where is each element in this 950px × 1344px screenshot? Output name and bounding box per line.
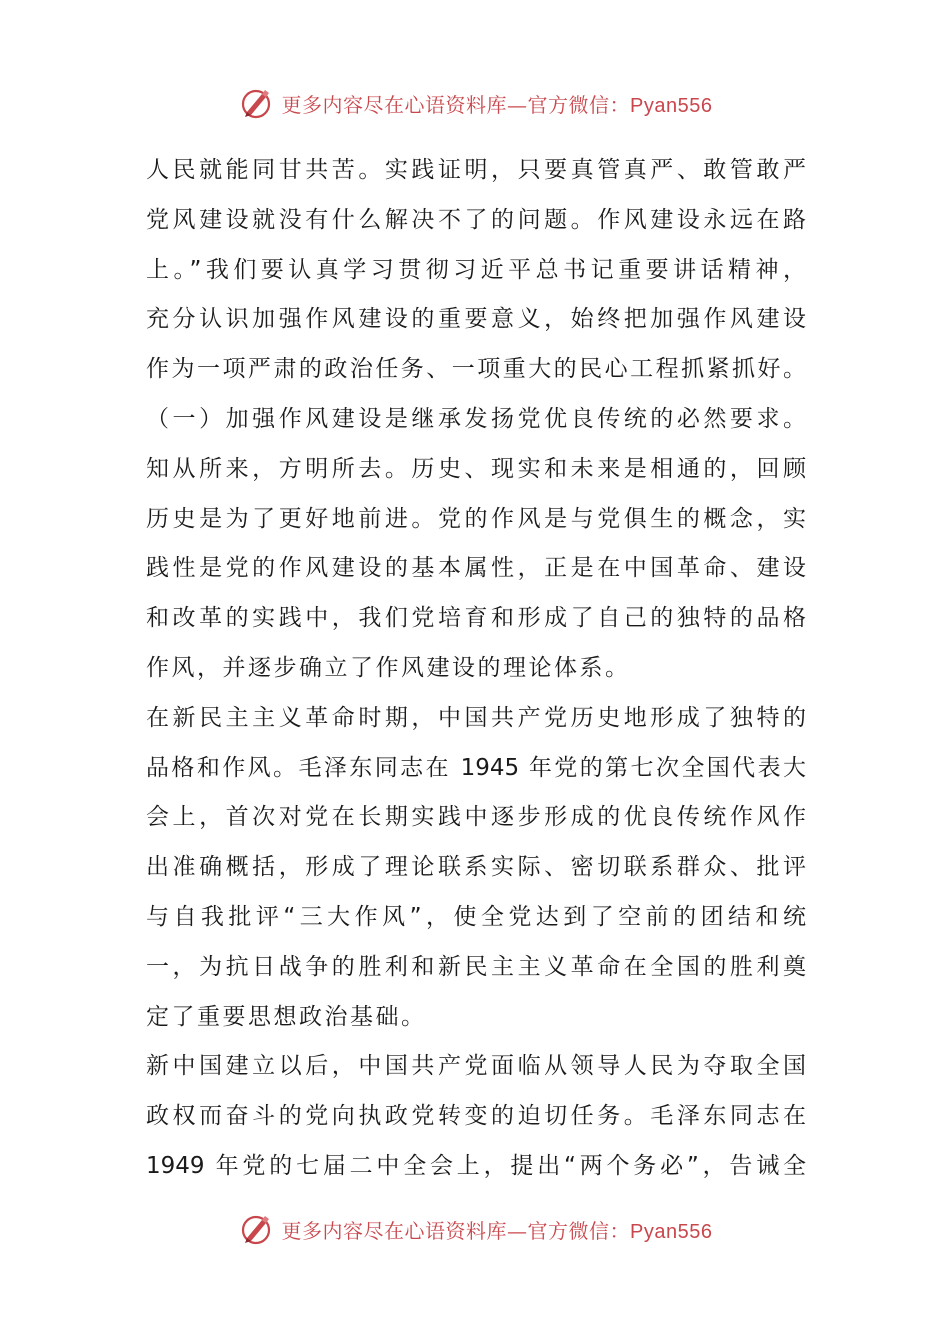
text-line: 知从所来，方明所去。历史、现实和未来是相通的，回顾 bbox=[146, 455, 806, 482]
text-line: 定了重要思想政治基础。 bbox=[146, 1003, 427, 1030]
pen-logo-icon bbox=[238, 1211, 274, 1247]
text-line: 党风建设就没有什么解决不了的问题。作风建设永远在路 bbox=[146, 206, 806, 233]
text-line: 政权而奋斗的党向执政党转变的迫切任务。毛泽东同志在 bbox=[146, 1103, 806, 1130]
pen-logo-icon bbox=[238, 85, 274, 121]
section-heading: （一）加强作风建设是继承发扬党优良传统的必然要求。 bbox=[146, 405, 806, 432]
text-line: 人民就能同甘共苦。实践证明，只要真管真严、敢管敢严 bbox=[146, 157, 806, 183]
document-body bbox=[146, 146, 806, 1192]
text-line: 会上，首次对党在长期实践中逐步形成的优良传统作风作 bbox=[146, 804, 806, 831]
text-line: 上。”我们要认真学习贯彻习近平总书记重要讲话精神， bbox=[146, 256, 806, 283]
text-line: 出准确概括，形成了理论联系实际、密切联系群众、批评 bbox=[146, 854, 806, 881]
footer-watermark bbox=[0, 1209, 950, 1249]
text-line: 在新民主主义革命时期，中国共产党历史地形成了独特的 bbox=[146, 704, 806, 731]
watermark-code: Pyan556 bbox=[630, 1220, 713, 1243]
text-line: 作风，并逐步确立了作风建设的理论体系。 bbox=[146, 654, 631, 681]
watermark-prefix: 更多内容尽在心语资料库—官方微信： bbox=[281, 92, 631, 117]
text-line: 充分认识加强作风建设的重要意义，始终把加强作风建设 bbox=[146, 306, 806, 333]
text-line: 新中国建立以后，中国共产党面临从领导人民为夺取全国 bbox=[146, 1053, 806, 1080]
text-line: 1949 年党的七届二中全会上，提出“两个务必”，告诫全 bbox=[146, 1152, 806, 1179]
text-line: 作为一项严肃的政治任务、一项重大的民心工程抓紧抓好。 bbox=[146, 356, 806, 383]
watermark-code: Pyan556 bbox=[630, 94, 713, 117]
text-line: 与自我批评“三大作风”，使全党达到了空前的团结和统 bbox=[146, 903, 806, 930]
text-line: 践性是党的作风建设的基本属性，正是在中国革命、建设 bbox=[146, 555, 806, 582]
text-line: 一，为抗日战争的胜利和新民主主义革命在全国的胜利奠 bbox=[146, 953, 806, 980]
header-watermark bbox=[0, 83, 950, 123]
text-line: 和改革的实践中，我们党培育和形成了自己的独特的品格 bbox=[146, 605, 806, 632]
text-line: 品格和作风。毛泽东同志在 1945 年党的第七次全国代表大 bbox=[146, 754, 806, 781]
text-line: 历史是为了更好地前进。党的作风是与党俱生的概念，实 bbox=[146, 505, 806, 532]
watermark-prefix: 更多内容尽在心语资料库—官方微信： bbox=[281, 1218, 631, 1243]
